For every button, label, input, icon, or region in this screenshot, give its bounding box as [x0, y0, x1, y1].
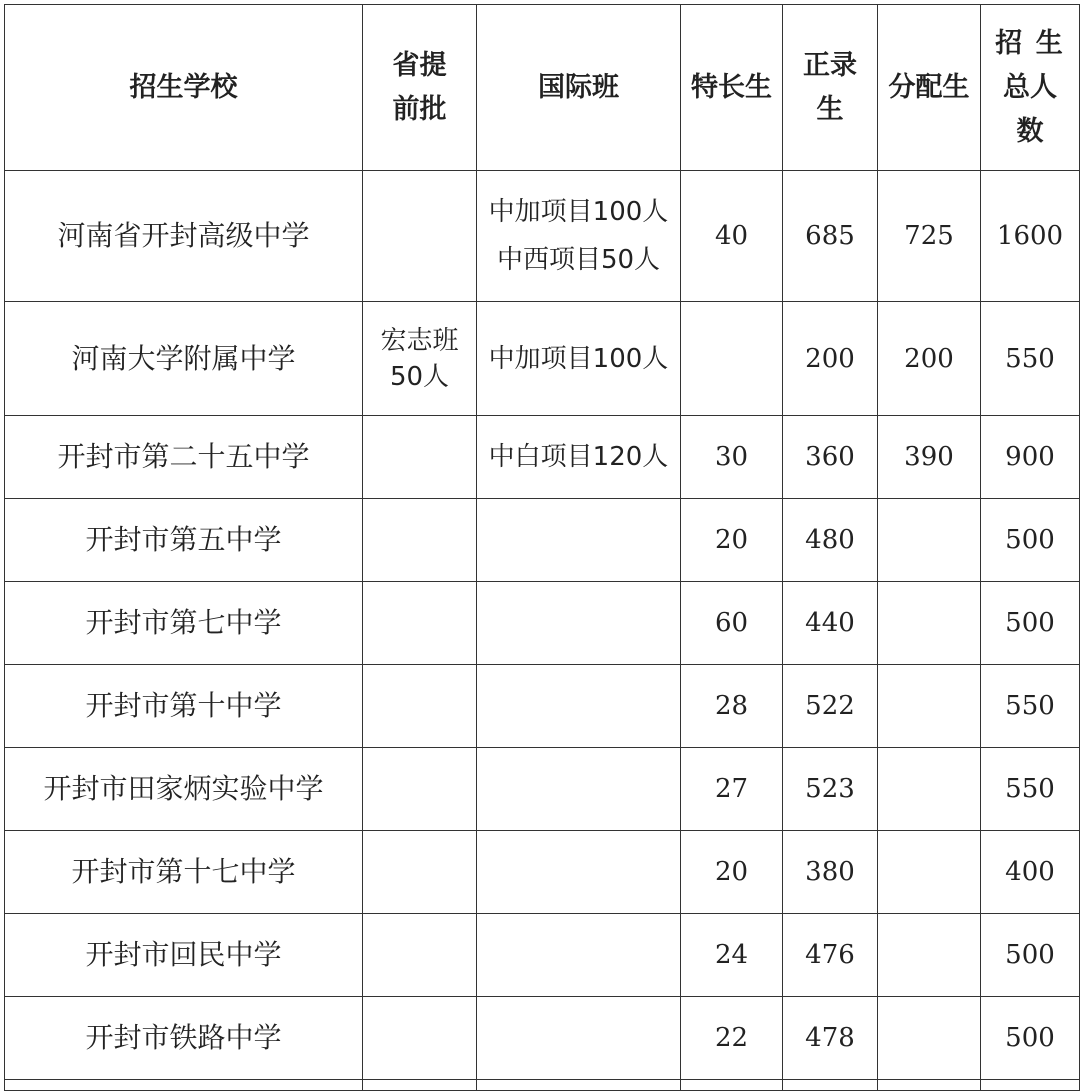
- cell-specialty: [681, 302, 783, 416]
- table-row: [5, 831, 1080, 914]
- cell-regular: 480: [783, 499, 878, 582]
- cell-empty: [477, 1080, 681, 1091]
- cell-specialty: 30: [681, 416, 783, 499]
- international-item: 中加项目100人: [488, 343, 669, 374]
- header-school: [5, 5, 363, 171]
- cell-total: 550: [981, 665, 1080, 748]
- cell-allocated: [878, 582, 981, 665]
- cell-empty: [5, 1080, 363, 1091]
- header-school-line: 招生学校: [129, 71, 238, 103]
- table-row: [5, 997, 1080, 1080]
- cell-school: 开封市第五中学: [5, 499, 363, 582]
- cell-specialty: 40: [681, 171, 783, 302]
- cell-international: [477, 416, 681, 499]
- cell-specialty: 27: [681, 748, 783, 831]
- cell-regular: 476: [783, 914, 878, 997]
- cell-allocated: 390: [878, 416, 981, 499]
- cell-allocated: [878, 997, 981, 1080]
- cell-school: 河南大学附属中学: [5, 302, 363, 416]
- header-international-line: 国际班: [538, 71, 619, 103]
- cell-international: [477, 499, 681, 582]
- cell-allocated: 200: [878, 302, 981, 416]
- cell-school: 开封市第十中学: [5, 665, 363, 748]
- international-item: 中白项目120人: [488, 442, 669, 472]
- cell-allocated: [878, 665, 981, 748]
- table-row: [5, 665, 1080, 748]
- cell-specialty: 20: [681, 499, 783, 582]
- cell-total: 400: [981, 831, 1080, 914]
- table-row: [5, 302, 1080, 416]
- cell-regular: 360: [783, 416, 878, 499]
- cell-school: 开封市回民中学: [5, 914, 363, 997]
- header-regular: [783, 5, 878, 171]
- cell-allocated: [878, 499, 981, 582]
- cell-school: 开封市铁路中学: [5, 997, 363, 1080]
- cell-specialty: 24: [681, 914, 783, 997]
- cell-empty: [878, 1080, 981, 1091]
- header-provincial-line-1: 省提: [392, 49, 447, 81]
- cell-provincial: [363, 171, 477, 302]
- header-specialty: [681, 5, 783, 171]
- table-row: [5, 748, 1080, 831]
- cell-specialty: 22: [681, 997, 783, 1080]
- cell-total: 550: [981, 748, 1080, 831]
- cell-total: 550: [981, 302, 1080, 416]
- table-row: [5, 171, 1080, 302]
- header-specialty-line: 特长生: [691, 71, 772, 103]
- cell-provincial: [363, 914, 477, 997]
- header-row: [5, 5, 1080, 171]
- cell-specialty: 28: [681, 665, 783, 748]
- cell-international: [477, 171, 681, 302]
- table-row: [5, 914, 1080, 997]
- cell-school: 河南省开封高级中学: [5, 171, 363, 302]
- cell-total: 500: [981, 582, 1080, 665]
- cell-provincial: [363, 416, 477, 499]
- cell-empty: [363, 1080, 477, 1091]
- cell-allocated: [878, 914, 981, 997]
- cell-allocated: 725: [878, 171, 981, 302]
- cell-school: 开封市第二十五中学: [5, 416, 363, 499]
- cell-total: 500: [981, 997, 1080, 1080]
- cell-allocated: [878, 831, 981, 914]
- table-row: [5, 416, 1080, 499]
- cell-specialty: 60: [681, 582, 783, 665]
- header-total-line-3: 数: [1016, 115, 1044, 147]
- cell-international: [477, 914, 681, 997]
- enrollment-table: [4, 4, 1080, 1091]
- cell-regular: 440: [783, 582, 878, 665]
- cell-regular: 523: [783, 748, 878, 831]
- cell-regular: 380: [783, 831, 878, 914]
- cell-empty: [783, 1080, 878, 1091]
- cell-total: 1600: [981, 171, 1080, 302]
- cell-provincial: [363, 582, 477, 665]
- table-row: [5, 499, 1080, 582]
- cell-school: 开封市第七中学: [5, 582, 363, 665]
- header-allocated-line: 分配生: [888, 71, 970, 103]
- cell-provincial: [363, 665, 477, 748]
- cell-allocated: [878, 748, 981, 831]
- cell-total: 500: [981, 499, 1080, 582]
- cell-regular: 478: [783, 997, 878, 1080]
- cell-empty: [981, 1080, 1080, 1091]
- cell-empty: [681, 1080, 783, 1091]
- cell-regular: 200: [783, 302, 878, 416]
- header-total-line-2: 总人: [1003, 71, 1057, 103]
- cell-specialty: 20: [681, 831, 783, 914]
- cell-school: 开封市第十七中学: [5, 831, 363, 914]
- cell-school: 开封市田家炳实验中学: [5, 748, 363, 831]
- header-total: [981, 5, 1080, 171]
- cell-international: [477, 831, 681, 914]
- header-allocated: [878, 5, 981, 171]
- table-row: [5, 582, 1080, 665]
- cell-regular: 685: [783, 171, 878, 302]
- cell-provincial: [363, 997, 477, 1080]
- header-provincial-early: [363, 5, 477, 171]
- provincial-item: 50人: [389, 361, 450, 392]
- cell-regular: 522: [783, 665, 878, 748]
- cell-provincial: [363, 499, 477, 582]
- international-item: 中加项目100人: [488, 197, 669, 227]
- cell-provincial: [363, 831, 477, 914]
- cell-provincial: [363, 302, 477, 416]
- header-total-line-1: 招 生: [995, 27, 1065, 59]
- provincial-item: 宏志班: [380, 325, 459, 356]
- header-regular-line-1: 正录: [803, 49, 857, 81]
- header-international: [477, 5, 681, 171]
- table-row-cut-off: [5, 1080, 1080, 1091]
- cell-total: 900: [981, 416, 1080, 499]
- cell-provincial: [363, 748, 477, 831]
- cell-international: [477, 665, 681, 748]
- cell-international: [477, 582, 681, 665]
- header-regular-line-2: 生: [816, 93, 844, 125]
- cell-international: [477, 997, 681, 1080]
- cell-international: [477, 748, 681, 831]
- cell-international: [477, 302, 681, 416]
- header-provincial-line-2: 前批: [392, 93, 447, 125]
- cell-total: 500: [981, 914, 1080, 997]
- international-item: 中西项目50人: [496, 245, 661, 275]
